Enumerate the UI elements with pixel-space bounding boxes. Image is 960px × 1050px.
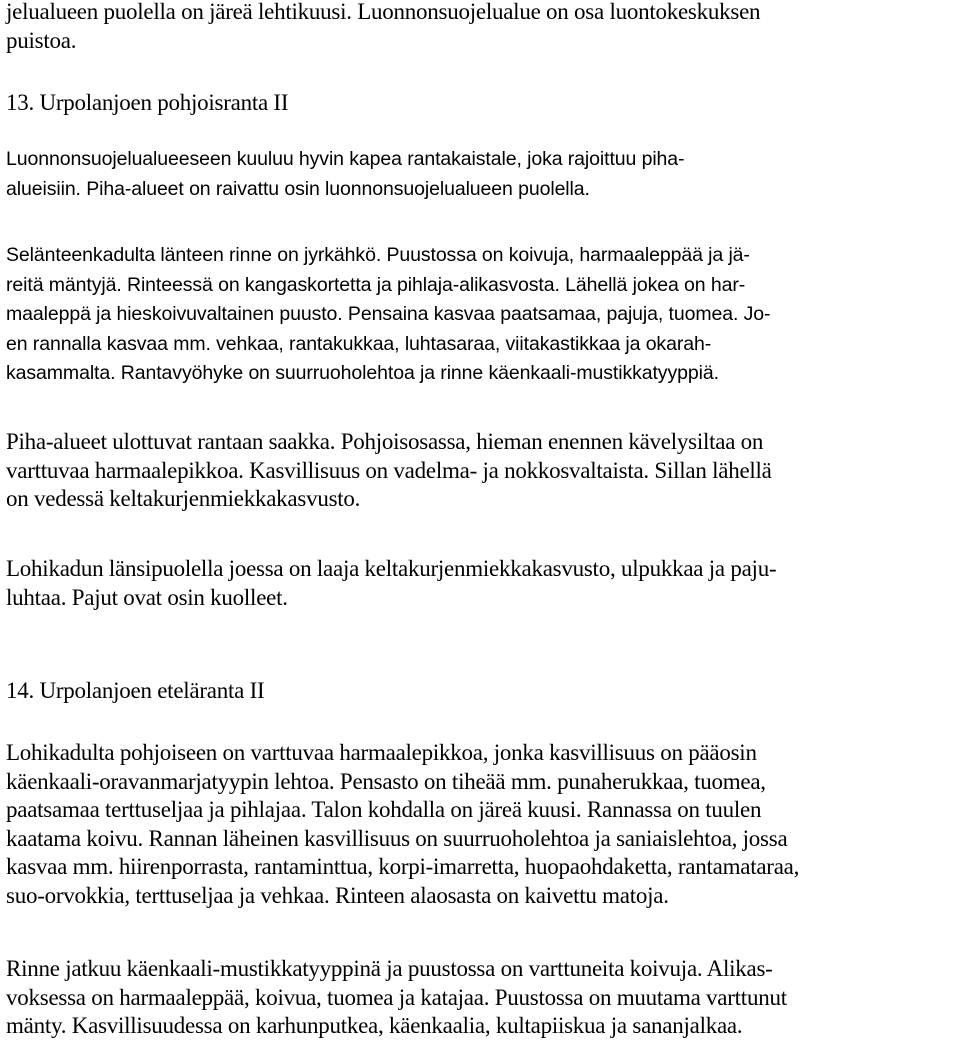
text-line: Rinne jatkuu käenkaali-mustikkatyyppinä ja puustossa on varttuneita koivuja. Alikas-	[6, 956, 773, 981]
text-line: mänty. Kasvillisuudessa on karhunputkea, käenkaalia, kultapiiskua ja sananjalkaa.	[6, 1013, 743, 1038]
text-line: Luonnonsuojelualueeseen kuuluu hyvin kapea rantakaistale, joka rajoittuu piha-	[6, 148, 685, 170]
intro-paragraph	[6, 0, 760, 55]
text-line: luhtaa. Pajut ovat osin kuolleet.	[6, 584, 288, 610]
text-line: Lohikadulta pohjoiseen on varttuvaa harmaalepikkoa, jonka kasvillisuus on pääosin	[6, 740, 757, 765]
text-line: kaatama koivu. Rannan läheinen kasvillisuus on suurruoholehtoa ja saniaislehtoa, jossa	[6, 825, 788, 851]
section-13-paragraph-4	[6, 555, 776, 612]
text-line: Lohikadun länsipuolella joessa on laaja keltakurjenmiekkakasvusto, ulpukkaa ja paju-	[6, 556, 777, 581]
text-line: on vedessä keltakurjenmiekkakasvusto.	[6, 486, 361, 511]
text-line: maaleppä ja hieskoivuvaltainen puusto. Pensaina kasvaa paatsamaa, pajuja, tuomea. Jo-	[6, 303, 771, 326]
text-line: varttuvaa harmaalepikkoa. Kasvillisuus on vadelma- ja nokkosvaltaista. Sillan lähellä	[6, 457, 772, 483]
text-line: suo-orvokkia, terttuseljaa ja vehkaa. Rinteen alaosasta on kaivettu matoja.	[6, 882, 669, 908]
text-line: voksessa on harmaaleppää, koivua, tuomea ja katajaa. Puustossa on muutama varttunut	[6, 984, 787, 1010]
text-line: reitä mäntyjä. Rinteessä on kangaskortetta ja pihlaja-alikasvosta. Lähellä jokea on har-	[6, 273, 746, 296]
section-14-heading: 14. Urpolanjoen eteläranta II	[6, 678, 265, 703]
section-14-paragraph-2	[6, 955, 787, 1041]
section-13-paragraph-2	[6, 241, 770, 389]
section-14-paragraph-1	[6, 739, 799, 910]
section-13-paragraph-3	[6, 428, 772, 514]
text-line: Selänteenkadulta länteen rinne on jyrkähkö. Puustossa on koivuja, harmaaleppää ja jä-	[6, 244, 750, 266]
text-line: alueisiin. Piha-alueet on raivattu osin luonnonsuojelualueen puolella.	[6, 177, 590, 200]
text-line: puistoa.	[6, 27, 77, 53]
section-13-heading: 13. Urpolanjoen pohjoisranta II	[6, 90, 289, 115]
section-13-paragraph-1	[6, 145, 684, 204]
text-line: käenkaali-oravanmarjatyypin lehtoa. Pensasto on tiheää mm. punaherukkaa, tuomea,	[6, 768, 766, 794]
text-line: en rannalla kasvaa mm. vehkaa, rantakukkaa, luhtasaraa, viitakastikkaa ja okarah-	[6, 332, 712, 355]
text-line: kasammalta. Rantavyöhyke on suurruoholehtoa ja rinne käenkaali-mustikkatyyppiä.	[6, 362, 719, 385]
text-line: kasvaa mm. hiirenporrasta, rantaminttua, korpi-imarretta, huopaohdaketta, rantamataraa,	[6, 854, 800, 879]
text-line: Piha-alueet ulottuvat rantaan saakka. Pohjoisosassa, hieman enennen kävelysiltaa on	[6, 429, 764, 454]
text-line: paatsamaa terttuseljaa ja pihlajaa. Talon kohdalla on järeä kuusi. Rannassa on tuulen	[6, 797, 762, 822]
text-line: jelualueen puolella on järeä lehtikuusi. Luonnonsuojelualue on osa luontokeskuksen	[6, 0, 761, 24]
